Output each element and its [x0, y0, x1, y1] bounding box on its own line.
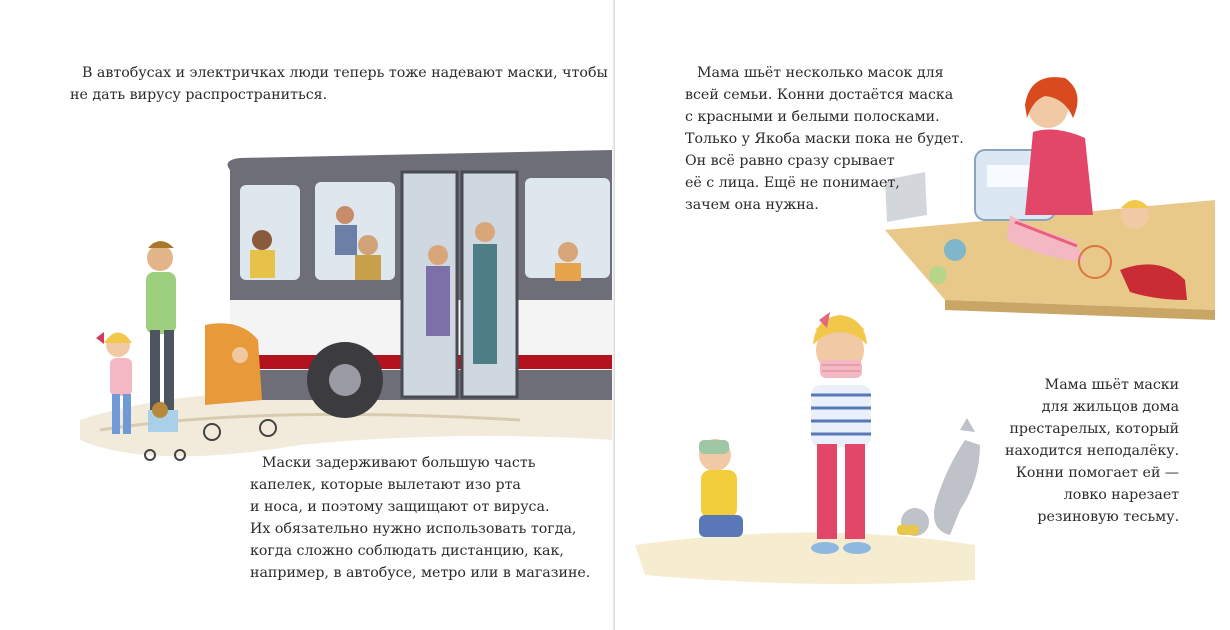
text-line: Конни помогает ей — [1015, 465, 1180, 481]
connie-figure [110, 358, 132, 396]
gray-cat [934, 440, 980, 535]
text-line: например, в автобусе, метро или в магазине. [250, 565, 591, 581]
text-line: В автобусах и электричках люди теперь тоже надевают маски, чтобы [82, 65, 608, 81]
striped-mask [820, 360, 862, 378]
text-line: престарелых, который [1009, 421, 1180, 437]
text-line: капелек, которые вылетают изо рта [250, 477, 521, 493]
text-line: Он всё равно сразу срывает [685, 153, 895, 169]
text-line: ловко нарезает [1063, 487, 1180, 503]
text-line: Только у Якоба маски пока не будет. [685, 131, 964, 147]
text-line: находится неподалёку. [1005, 443, 1180, 459]
right-bottom-paragraph [1005, 374, 1179, 528]
text-line: когда сложно соблюдать дистанцию, как, [250, 543, 564, 559]
left-top-paragraph [70, 62, 608, 106]
text-line: Мама шьёт маски [1044, 377, 1180, 393]
right-top-paragraph [685, 62, 964, 216]
text-line: с красными и белыми полосками. [685, 109, 940, 125]
text-line: её с лица. Ещё не понимает, [685, 175, 900, 191]
text-line: Их обязательно нужно использовать тогда, [250, 521, 577, 537]
text-line: резиновую тесьму. [1037, 509, 1180, 525]
father-figure [146, 272, 176, 334]
left-bottom-paragraph [250, 452, 590, 584]
text-line: Мама шьёт несколько масок для [697, 65, 944, 81]
text-line: зачем она нужна. [685, 197, 819, 213]
text-line: для жильцов дома [1041, 399, 1180, 415]
text-line: не дать вирусу распространиться. [70, 87, 328, 103]
right-page [615, 0, 1230, 630]
stroller [205, 323, 262, 405]
text-line: Маски задерживают большую часть [262, 455, 536, 471]
text-line: и носа, и поэтому защищают от вируса. [250, 499, 550, 515]
text-line: всей семьи. Конни достаётся маска [685, 87, 954, 103]
